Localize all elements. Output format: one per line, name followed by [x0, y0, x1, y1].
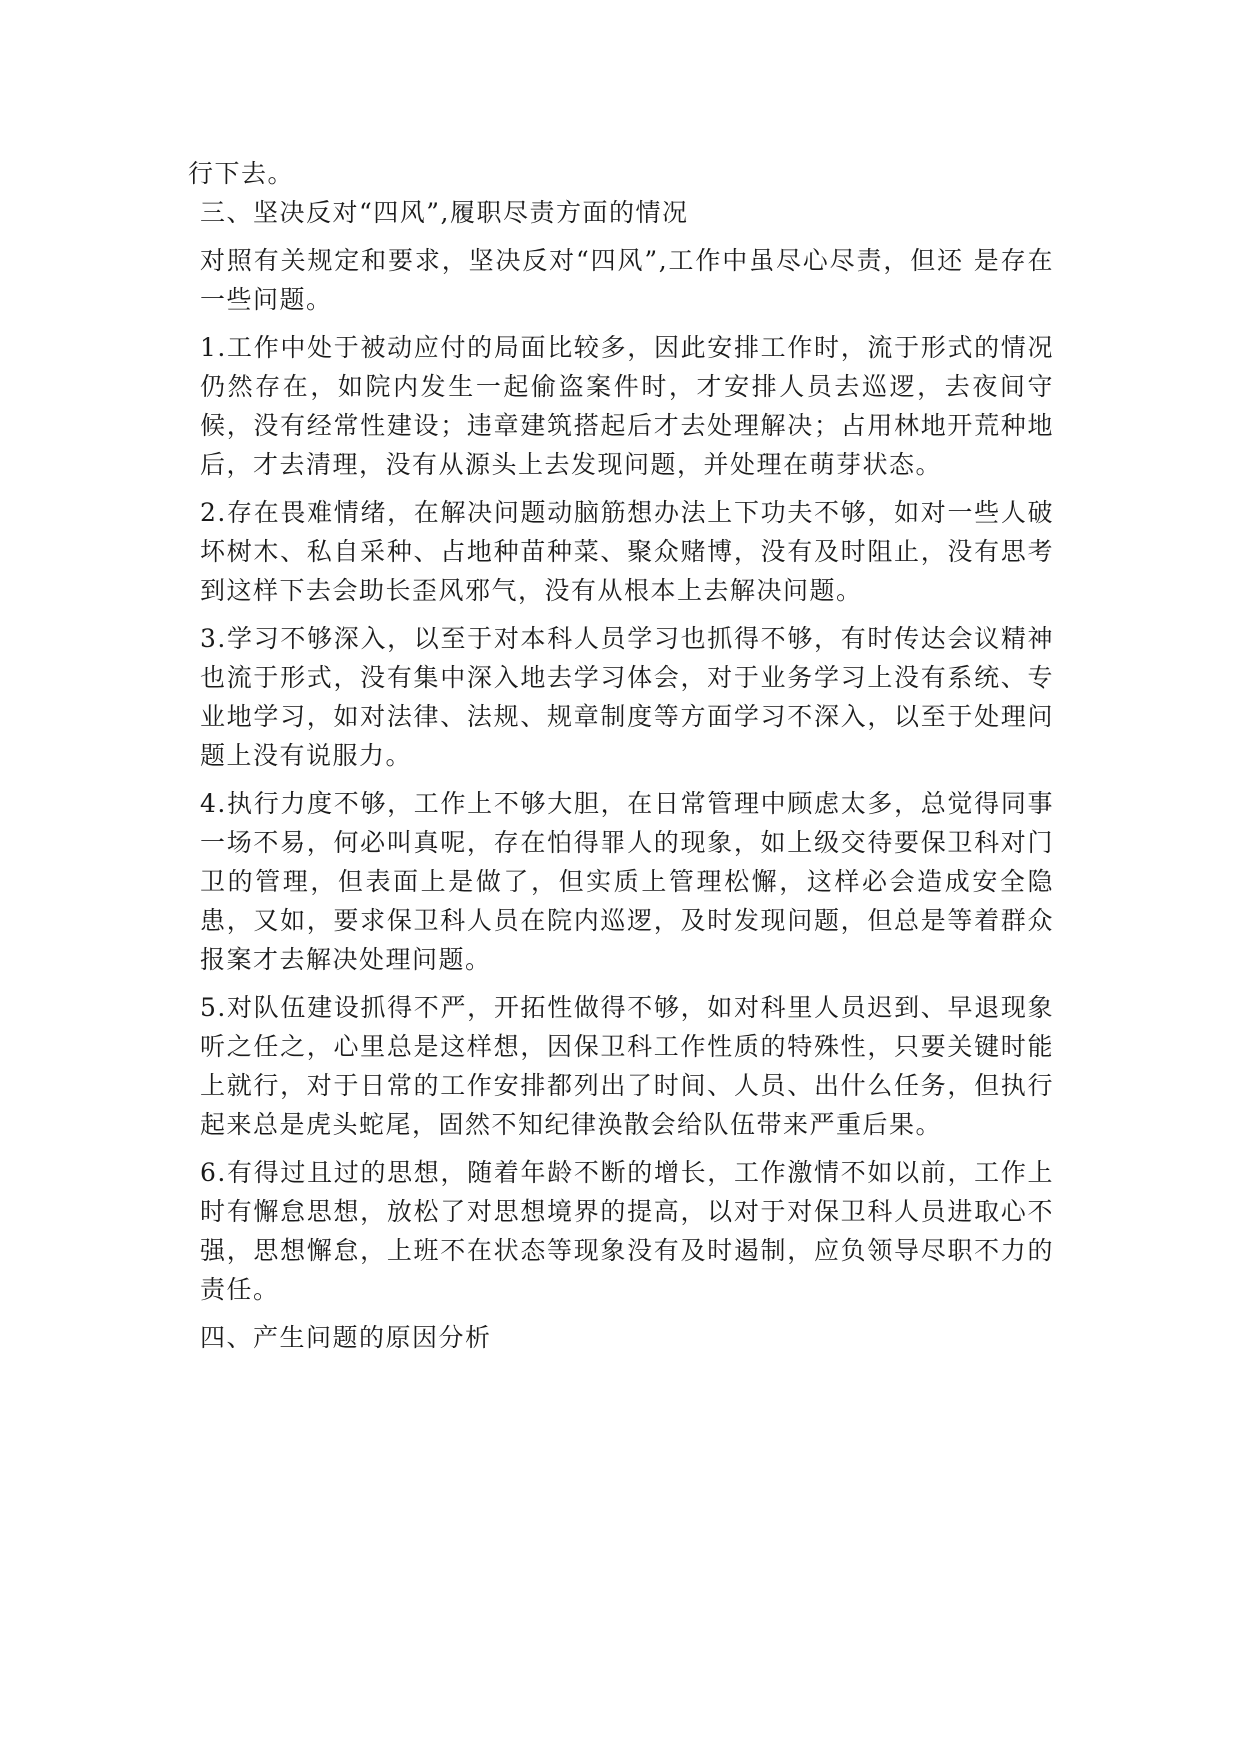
list-item-3: 3.学习不够深入，以至于对本科人员学习也抓得不够，有时传达会议精神也流于形式，没有集中深入地去学习体会，对于业务学习上没有系统、专业地学习，如对法律、法规、规章制度等方面学习不深入，以至于处理问题上没有说服力。	[200, 624, 1054, 770]
section-intro-paragraph: 对照有关规定和要求，坚决反对“四风”,工作中虽尽心尽责，但还 是存在一些问题。	[200, 246, 1054, 314]
list-item-2: 2.存在畏难情绪，在解决问题动脑筋想办法上下功夫不够，如对一些人破坏树木、私自采种、占地种苗种菜、聚众赌博，没有及时阻止，没有思考到这样下去会助长歪风邪气，没有从根本上去解决问题。	[200, 498, 1054, 605]
list-item-5: 5.对队伍建设抓得不严，开拓性做得不够，如对科里人员迟到、早退现象听之任之，心里总是这样想，因保卫科工作性质的特殊性，只要关键时能上就行，对于日常的工作安排都列出了时间、人员、出什么任务，但执行起来总是虎头蛇尾，固然不知纪律涣散会给队伍带来严重后果。	[200, 993, 1054, 1139]
section-heading-four: 四、产生问题的原因分析	[200, 1323, 492, 1352]
document-body	[188, 154, 1054, 1357]
list-item-1: 1.工作中处于被动应付的局面比较多，因此安排工作时，流于形式的情况仍然存在，如院内发生一起偷盗案件时，才安排人员去巡逻，去夜间守候，没有经常性建设；违章建筑搭起后才去处理解决；占用林地开荒种地后，才去清理，没有从源头上去发现问题，并处理在萌芽状态。	[200, 333, 1054, 479]
list-item-6: 6.有得过且过的思想，随着年龄不断的增长，工作激情不如以前，工作上时有懈怠思想，放松了对思想境界的提高，以对于对保卫科人员进取心不强，思想懈怠，上班不在状态等现象没有及时遏制，应负领导尽职不力的责任。	[200, 1158, 1054, 1304]
list-item-4: 4.执行力度不够，工作上不够大胆，在日常管理中顾虑太多，总觉得同事一场不易，何必叫真呢，存在怕得罪人的现象，如上级交待要保卫科对门卫的管理，但表面上是做了，但实质上管理松懈，这样必会造成安全隐患，又如，要求保卫科人员在院内巡逻，及时发现问题，但总是等着群众报案才去解决处理问题。	[200, 789, 1054, 974]
section-heading-three: 三、坚决反对“四风”,履职尽责方面的情况	[200, 198, 689, 227]
paragraph-continuation: 行下去。	[188, 159, 295, 188]
